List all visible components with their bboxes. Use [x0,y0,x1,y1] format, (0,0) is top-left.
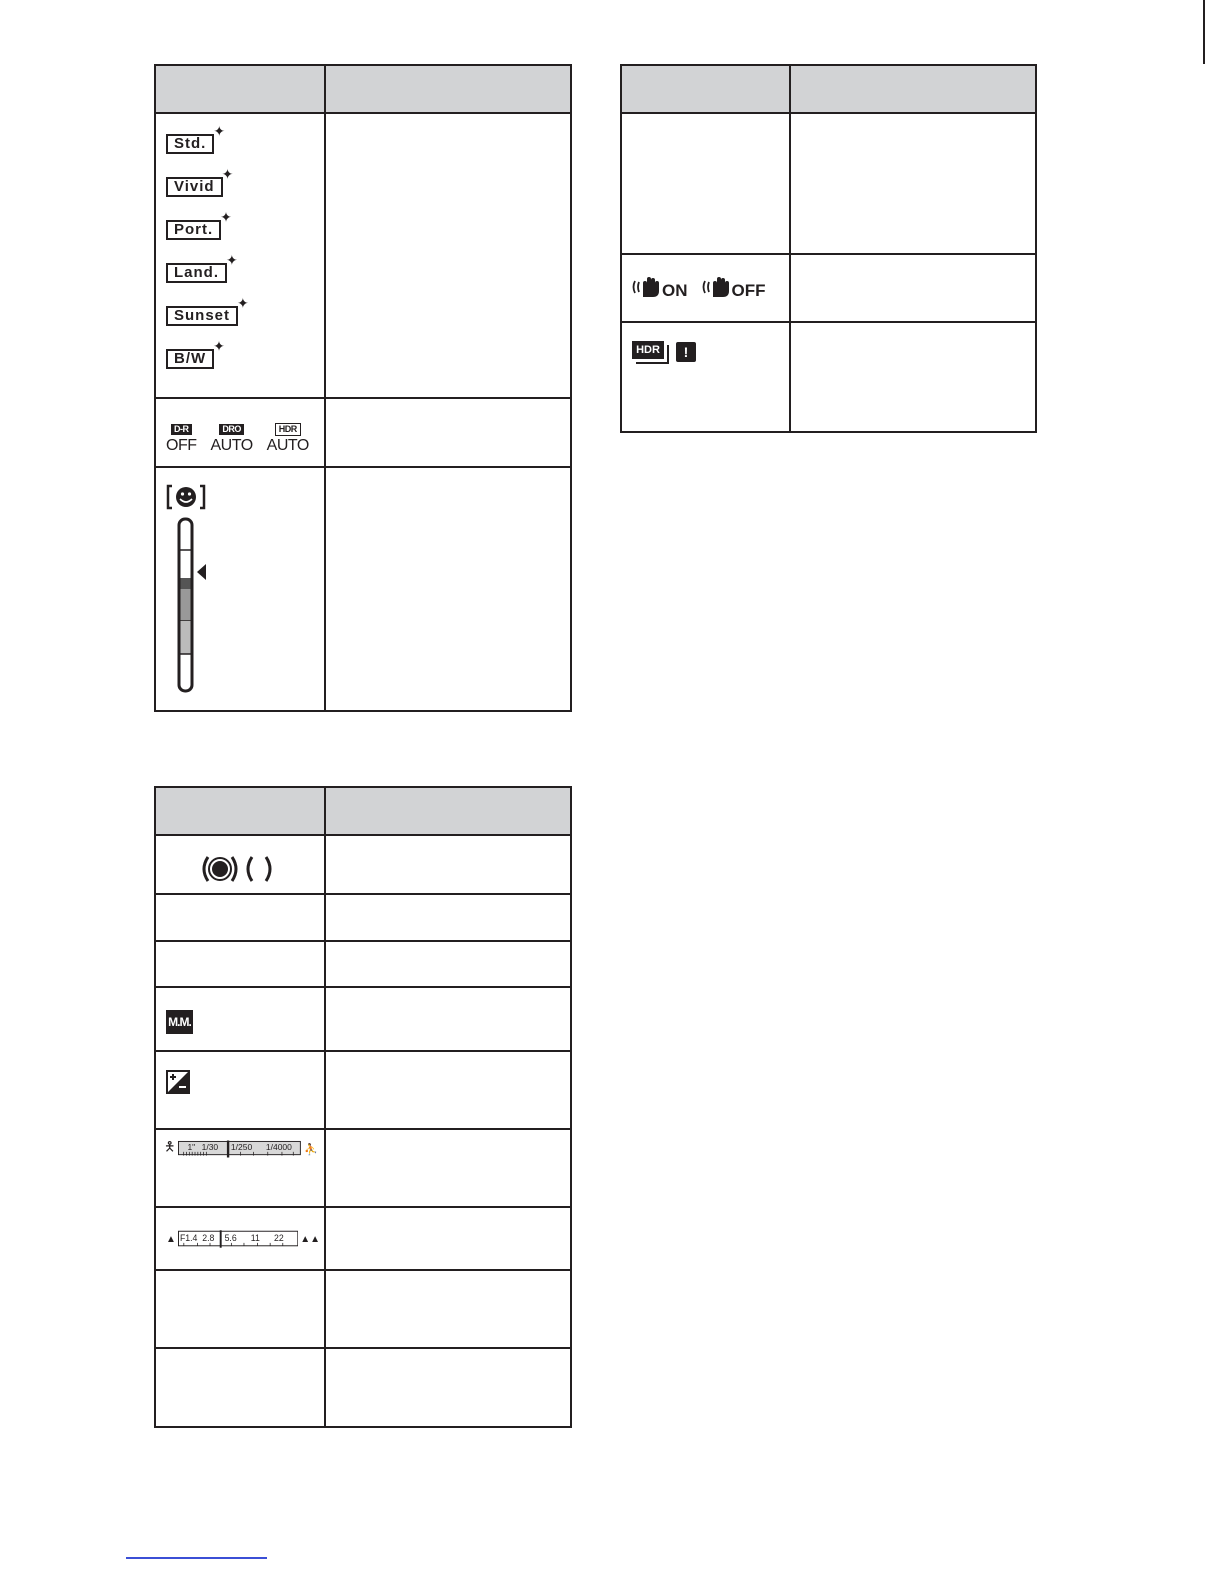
header-cell-display [155,65,325,113]
dro-0-icon: D-R OFF [166,424,197,454]
table-row [155,1348,571,1427]
warning-icon: ! [676,342,696,362]
bw-effect-icon: B/W ✦ [166,335,314,378]
header-cell-indication [790,65,1036,113]
description-cell [790,113,1036,254]
header-cell-indication [325,787,571,835]
sparkle-icon: ✦ [226,252,238,268]
shutter-tick-label: 1" [187,1141,196,1152]
landscape-effect-icon: Land. ✦ [166,249,314,292]
picture-effect-list [166,120,314,378]
table-row [155,1270,571,1348]
table-row [155,1207,571,1270]
description-cell [325,1129,571,1207]
exposure-comp-cell [155,1051,325,1129]
description-cell [325,398,571,467]
person-icon: 🯅 [164,1139,176,1154]
table-row [155,467,571,711]
table-row [621,113,1036,254]
display-cell [155,941,325,987]
steadyshot-icon-group [632,275,785,299]
smile-shutter-icon [166,474,226,699]
dro-2-icon: HDR AUTO [266,424,309,454]
aperture-tick-label: F1.4 [179,1232,198,1243]
aperture-bar [178,1230,298,1248]
vivid-effect-icon: Vivid ✦ [166,163,314,206]
footer-link-rule [126,1557,267,1559]
header-cell-display [155,787,325,835]
description-cell [325,467,571,711]
picture-effect-cell [155,113,325,398]
exposure-compensation-icon [166,1070,192,1096]
display-cell [155,1348,325,1427]
indicator-table-2 [154,786,572,1428]
focus-indicator-cell [155,835,325,894]
aperture-tick-label: 2.8 [202,1232,215,1243]
aperture-tick-label: 5.6 [224,1232,237,1243]
description-cell [325,894,571,941]
indicator-table-3 [620,64,1037,433]
shutter-tick-label: 1/30 [202,1141,219,1152]
table-row [621,322,1036,432]
description-cell [325,941,571,987]
hdr-warning-cell [621,322,790,432]
aperture-scale-cell [155,1207,325,1270]
description-cell [325,835,571,894]
sparkle-icon: ✦ [220,209,232,225]
table-header [621,65,1036,113]
header-cell-display [621,65,790,113]
shallow-dof-icon: ▲ [166,1233,176,1245]
table-row [621,254,1036,322]
sparkle-icon: ✦ [221,166,234,182]
description-cell [325,1348,571,1427]
display-cell [621,113,790,254]
display-cell [155,1270,325,1348]
description-cell [325,113,571,398]
standard-effect-icon: Std. ✦ [166,120,314,163]
metered-manual-cell [155,987,325,1051]
display-cell [155,894,325,941]
dro-icon-group [166,419,314,455]
deep-dof-icon: ▲▲ [300,1233,320,1245]
hdr-warning-icon-group [632,341,785,363]
sparkle-icon: ✦ [237,295,249,311]
page-edge-rule [1203,0,1205,64]
steadyshot-off-icon: OFF [702,275,766,299]
indicator-table-1 [154,64,572,712]
sparkle-icon: ✦ [213,123,226,139]
table-row [155,941,571,987]
table-header [155,65,571,113]
table-row [155,113,571,398]
description-cell [325,1051,571,1129]
shutter-tick-label: 1/4000 [266,1141,293,1152]
shutter-tick-label: 1/250 [231,1141,253,1152]
header-cell-indication [325,65,571,113]
running-person-icon: ⛹ [304,1143,318,1156]
aperture-scale [166,1230,320,1248]
table-header [155,787,571,835]
table-row [155,1129,571,1207]
description-cell [325,1207,571,1270]
portrait-effect-icon: Port. ✦ [166,206,314,249]
shutter-speed-bar [178,1140,301,1158]
metered-manual-icon: M.M. [166,1010,193,1034]
steadyshot-cell [621,254,790,322]
table-row [155,835,571,894]
table-row [155,987,571,1051]
shutter-scale-cell [155,1129,325,1207]
steadyshot-on-icon: ON [632,275,688,299]
dro-cell [155,398,325,467]
description-cell [325,1270,571,1348]
aperture-tick-label: 11 [250,1232,260,1243]
sunset-effect-icon: Sunset ✦ [166,292,314,335]
smile-shutter-cell [155,467,325,711]
aperture-tick-label: 22 [273,1232,284,1243]
description-cell [790,254,1036,322]
description-cell [790,322,1036,432]
table-row [155,1051,571,1129]
hdr-icon: HDR [632,341,668,363]
table-row [155,398,571,467]
dro-1-icon: DRO AUTO [210,424,253,454]
description-cell [325,987,571,1051]
focus-indicator-icon [190,848,290,888]
table-row [155,894,571,941]
shutter-speed-scale [164,1138,318,1160]
sparkle-icon: ✦ [213,338,225,354]
